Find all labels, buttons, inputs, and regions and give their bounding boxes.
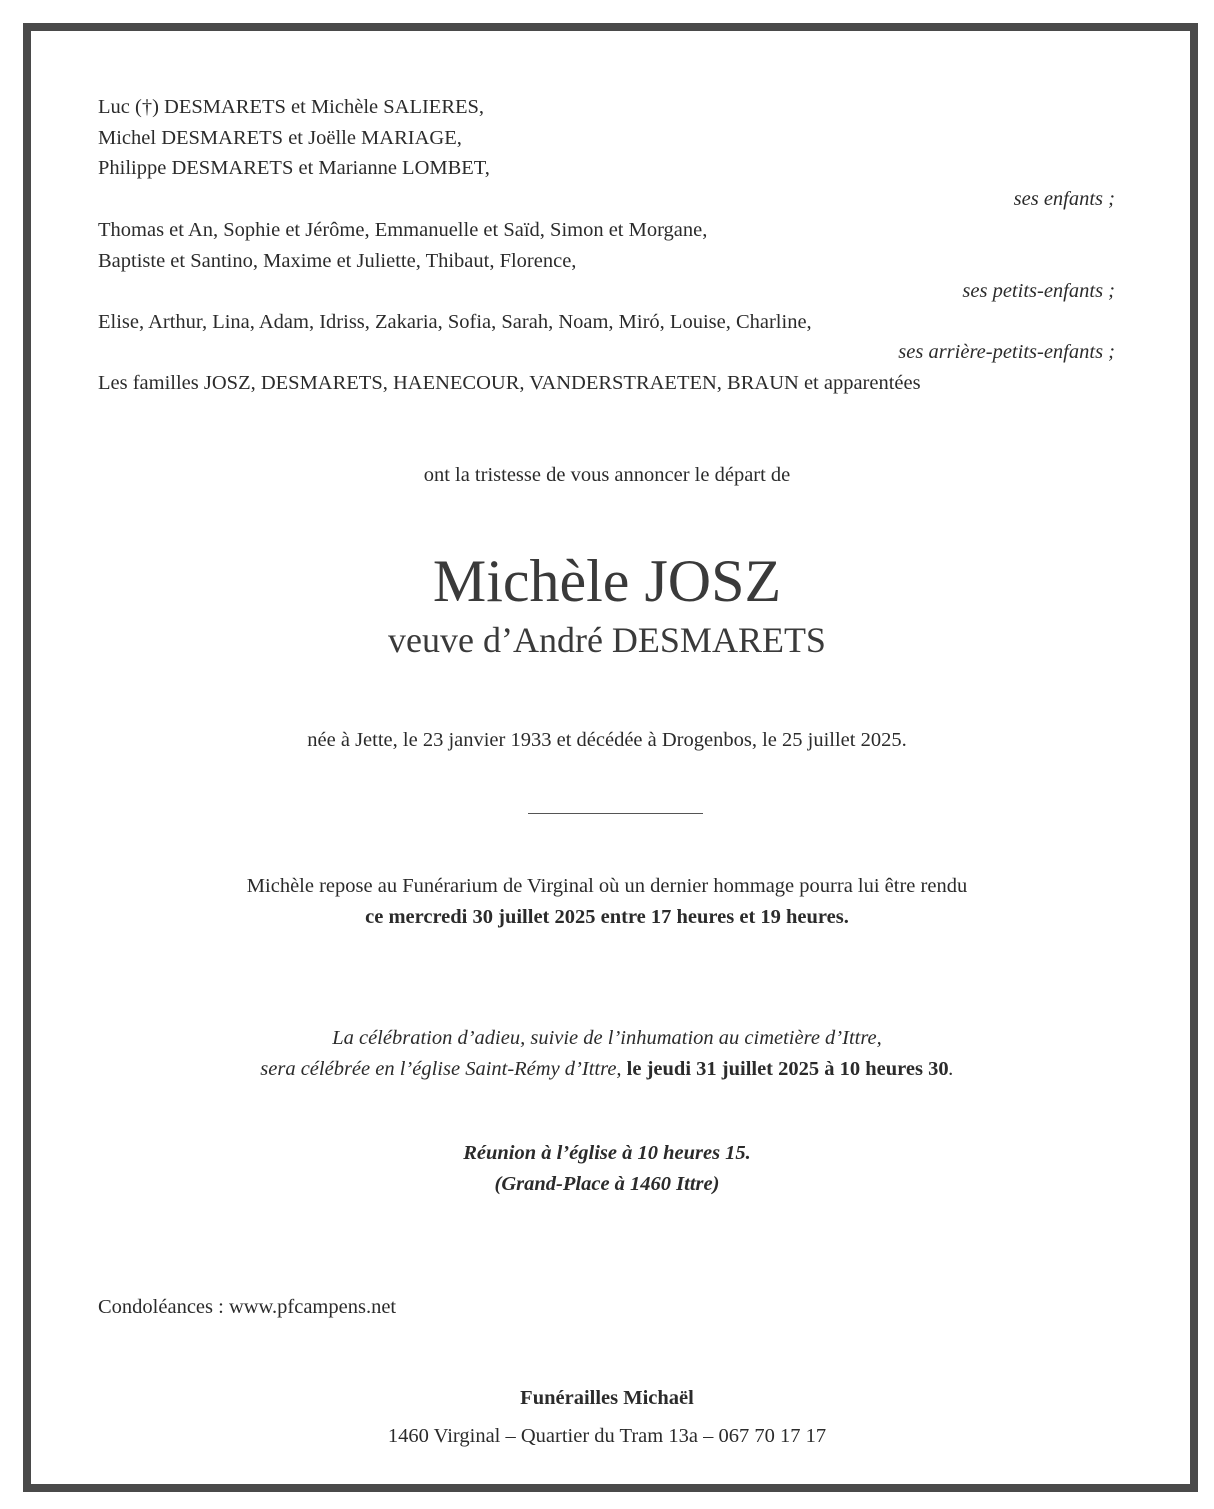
meeting-address: (Grand-Place à 1460 Ittre) (494, 1172, 720, 1195)
meeting-line: Réunion à l’église à 10 heures 15. (463, 1142, 751, 1164)
grandchild-line: Thomas et An, Sophie et Jérôme, Emmanuelle et Saïd, Simon et Morgane, (98, 219, 708, 241)
ceremony-time: le jeudi 31 juillet 2025 à 10 heures 30 (626, 1057, 949, 1080)
great-grandchildren-list: Elise, Arthur, Lina, Adam, Idriss, Zakaria, Sofia, Sarah, Noam, Miró, Louise, Charline, (98, 311, 812, 333)
grandchild-line: Baptiste et Santino, Maxime et Juliette, Thibaut, Florence, (98, 249, 577, 272)
separator-line (528, 813, 703, 814)
funeral-home-address: 1460 Virginal – Quartier du Tram 13a – 067 70 17 17 (387, 1425, 827, 1447)
ceremony-line-2 (0, 1054, 1214, 1085)
ceremony-info (0, 1023, 1214, 1084)
children-list (98, 92, 490, 184)
ceremony-place: sera célébrée en l’église Saint-Rémy d’Ittre, (260, 1057, 627, 1080)
children-label: ses enfants ; (1013, 188, 1115, 210)
families-line: Les familles JOSZ, DESMARETS, HAENECOUR, VANDERSTRAETEN, BRAUN et apparentées (98, 372, 921, 394)
announcement-line: ont la tristesse de vous annoncer le départ de (423, 464, 791, 486)
condolences-line: Condoléances : www.pfcampens.net (98, 1296, 397, 1318)
grandchildren-list (98, 215, 707, 276)
child-line: Philippe DESMARETS et Marianne LOMBET, (98, 157, 490, 180)
ceremony-line: La célébration d’adieu, suivie de l’inhumation au cimetière d’Ittre, (332, 1027, 882, 1049)
viewing-line: Michèle repose au Funérarium de Virginal où un dernier hommage pourra lui être rendu (246, 875, 968, 897)
deceased-name: Michèle JOSZ (432, 548, 782, 614)
meeting-info (0, 1138, 1214, 1199)
child-line: Luc (†) DESMARETS et Michèle SALIERES, (98, 96, 485, 118)
great-grandchildren-label: ses arrière-petits-enfants ; (898, 341, 1115, 363)
ceremony-end: . (948, 1057, 954, 1080)
viewing-time: ce mercredi 30 juillet 2025 entre 17 heures et 19 heures. (365, 905, 849, 928)
viewing-info (0, 871, 1214, 932)
grandchildren-label: ses petits-enfants ; (962, 280, 1115, 302)
widow-of-line: veuve d’André DESMARETS (388, 620, 826, 660)
child-line: Michel DESMARETS et Joëlle MARIAGE, (98, 126, 462, 149)
birth-death-line: née à Jette, le 23 janvier 1933 et décédée à Drogenbos, le 25 juillet 2025. (307, 729, 907, 751)
funeral-home-name: Funérailles Michaël (520, 1387, 694, 1409)
